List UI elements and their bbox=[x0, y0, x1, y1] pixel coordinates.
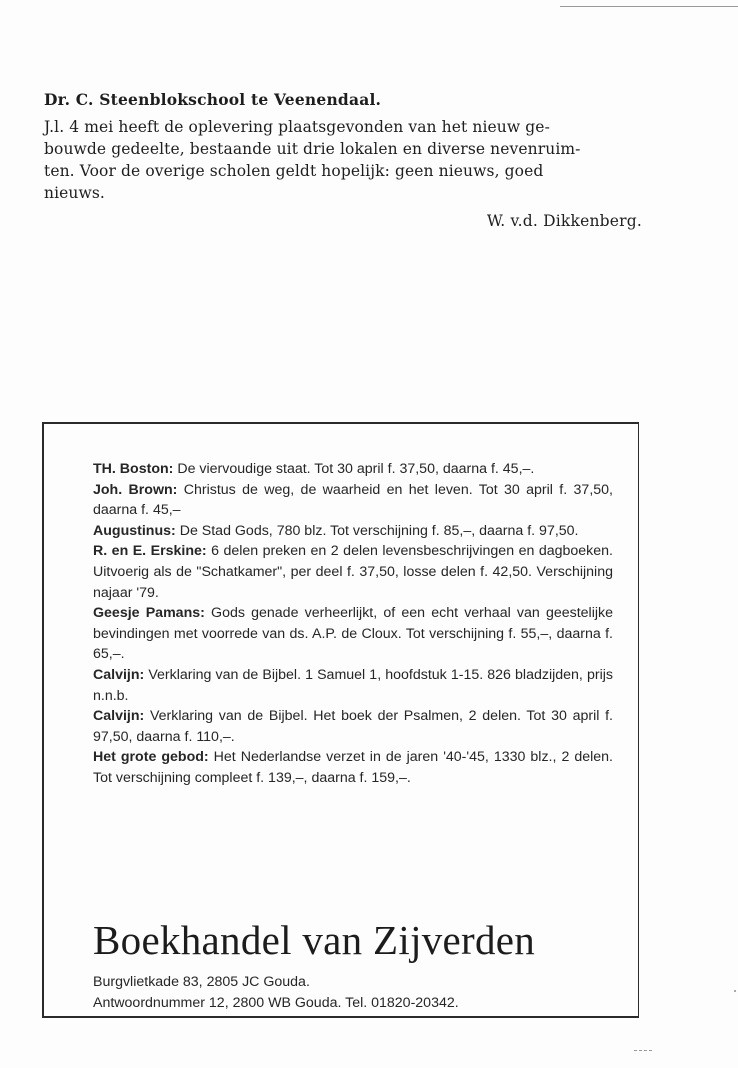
article-line: ten. Voor de overige scholen geldt hopelijk: geen nieuws, goed bbox=[44, 162, 544, 180]
article bbox=[44, 90, 642, 230]
article-body bbox=[44, 116, 642, 204]
book-entry bbox=[93, 521, 613, 542]
book-description: Gods genade verheerlijkt, of een echt verhaal van geestelijke bevindingen met voorrede van ds. A.P. de Cloux. Tot verschijning f. 55,–, daarna f. 65,–. bbox=[93, 605, 613, 663]
book-entry bbox=[93, 747, 613, 788]
top-rule bbox=[560, 6, 738, 7]
bookshop-advertisement bbox=[42, 422, 639, 1018]
shop-name: Boekhandel van Zijverden bbox=[93, 917, 536, 963]
book-author: Calvijn: bbox=[93, 708, 145, 725]
address-line-2: Antwoordnummer 12, 2800 WB Gouda. Tel. 01820-20342. bbox=[93, 995, 459, 1011]
article-signature: W. v.d. Dikkenberg. bbox=[486, 212, 642, 230]
shop-address bbox=[93, 972, 459, 1014]
book-entry bbox=[93, 541, 613, 603]
book-author: Augustinus: bbox=[93, 522, 176, 539]
book-description: Verklaring van de Bijbel. Het boek der Psalmen, 2 delen. Tot 30 april f. 97,50, daarna f. 110,–. bbox=[93, 708, 613, 745]
book-entry bbox=[93, 706, 613, 747]
book-list bbox=[93, 459, 613, 789]
book-entry bbox=[93, 480, 613, 521]
book-author: Joh. Brown: bbox=[93, 481, 178, 498]
article-line: J.l. 4 mei heeft de oplevering plaatsgevonden van het nieuw ge- bbox=[44, 118, 550, 136]
book-description: Christus de weg, de waarheid en het leven. Tot 30 april f. 37,50, daarna f. 45,– bbox=[93, 481, 613, 519]
book-author: TH. Boston: bbox=[93, 461, 174, 477]
book-entry bbox=[93, 603, 613, 665]
scan-dash bbox=[634, 1050, 652, 1052]
address-line-1: Burgvlietkade 83, 2805 JC Gouda. bbox=[93, 974, 310, 990]
article-line: nieuws. bbox=[44, 184, 105, 202]
book-description: De Stad Gods, 780 blz. Tot verschijning f. 85,–, daarna f. 97,50. bbox=[175, 522, 579, 539]
book-entry bbox=[93, 459, 613, 480]
book-description: Het Nederlandse verzet in de jaren '40-'45, 1330 blz., 2 delen. Tot verschijning compleet f. 139,–, daarna f. 159,–. bbox=[93, 749, 613, 786]
book-entry bbox=[93, 665, 613, 706]
book-author: Calvijn: bbox=[93, 666, 145, 683]
article-heading: Dr. C. Steenblokschool te Veenendaal. bbox=[44, 90, 382, 109]
book-author: Geesje Pamans: bbox=[93, 605, 205, 622]
book-description: De viervoudige staat. Tot 30 april f. 37,50, daarna f. 45,–. bbox=[173, 461, 535, 477]
book-author: Het grote gebod: bbox=[93, 749, 209, 766]
article-line: bouwde gedeelte, bestaande uit drie lokalen en diverse nevenruim- bbox=[44, 140, 581, 158]
book-description: 6 delen preken en 2 delen levensbeschrijvingen en dagboeken. Uitvoerig als de "Schatkamer", per deel f. 37,50, losse delen f. 42,50. Verschijning najaar '79. bbox=[93, 543, 613, 601]
scan-mark bbox=[734, 990, 736, 992]
book-author: R. en E. Erskine: bbox=[93, 543, 207, 560]
book-description: Verklaring van de Bijbel. 1 Samuel 1, hoofdstuk 1-15. 826 bladzijden, prijs n.n.b. bbox=[93, 666, 613, 704]
